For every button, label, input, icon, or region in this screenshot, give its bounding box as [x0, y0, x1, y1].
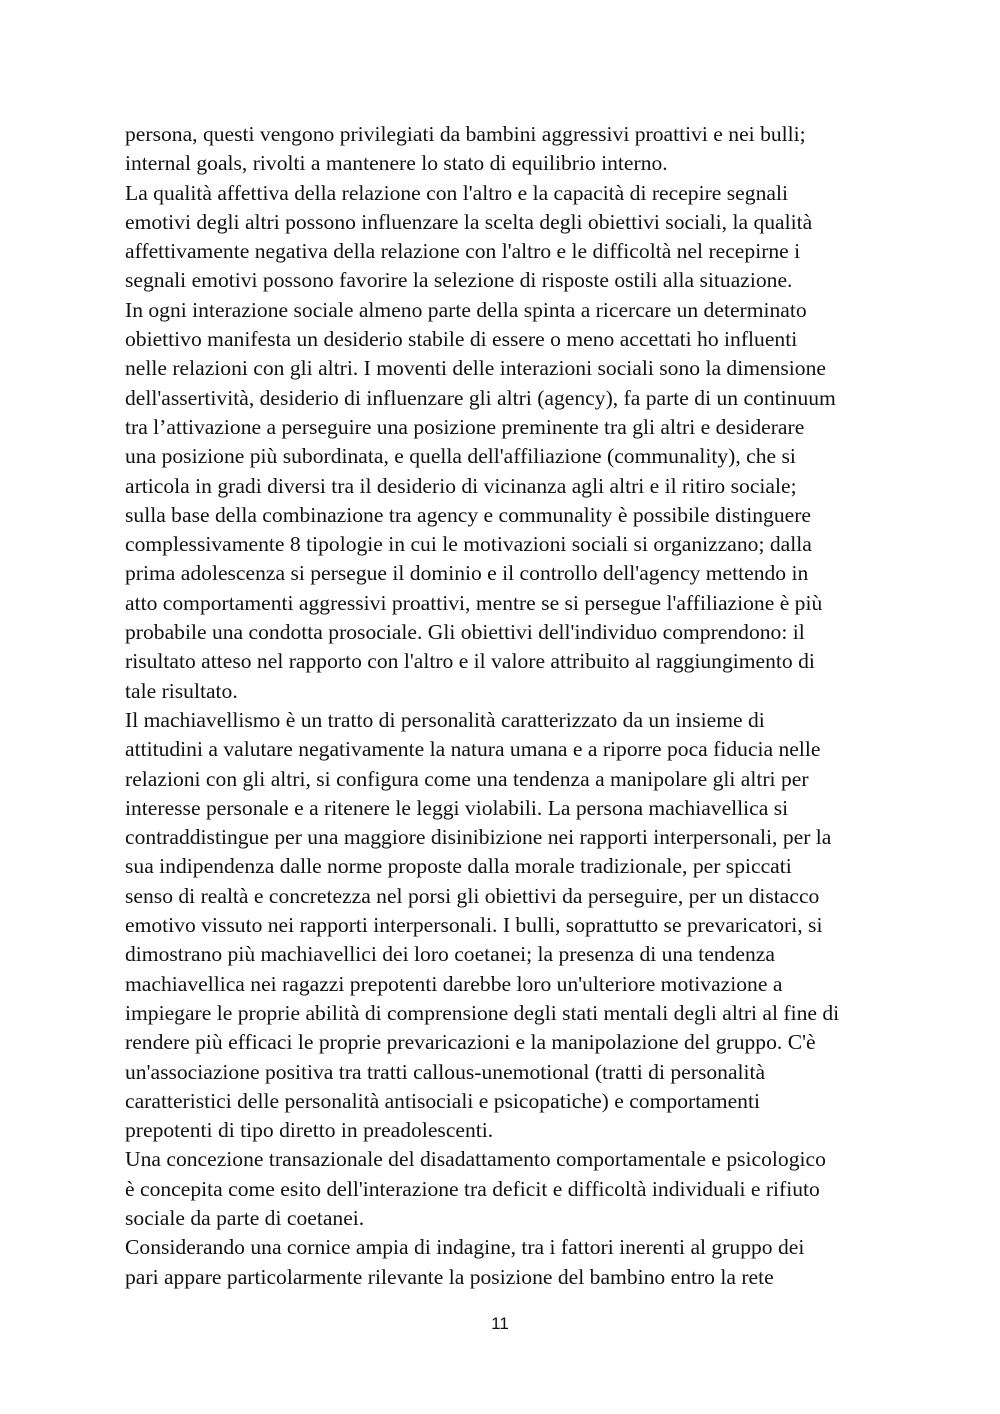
- text-line: dimostrano più machiavellici dei loro coetanei; la presenza di una tendenza: [125, 942, 775, 967]
- text-line: articola in gradi diversi tra il desiderio di vicinanza agli altri e il ritiro sociale;: [125, 473, 797, 498]
- text-line: senso di realtà e concretezza nel porsi gli obiettivi da perseguire, per un distacco: [125, 883, 820, 908]
- text-line: complessivamente 8 tipologie in cui le motivazioni sociali si organizzano; dalla: [125, 532, 812, 557]
- text-line: caratteristici delle personalità antisociali e psicopatiche) e comportamenti: [125, 1088, 760, 1113]
- text-line: prepotenti di tipo diretto in preadolescenti.: [125, 1118, 494, 1143]
- text-line: machiavellica nei ragazzi prepotenti darebbe loro un'ulteriore motivazione a: [125, 971, 783, 996]
- text-line: una posizione più subordinata, e quella dell'affiliazione (communality), che si: [125, 444, 796, 469]
- text-line: è concepita come esito dell'interazione tra deficit e difficoltà individuali e rifiuto: [125, 1176, 820, 1201]
- text-line: Il machiavellismo è un tratto di personalità caratterizzato da un insieme di: [125, 707, 765, 732]
- text-line: obiettivo manifesta un desiderio stabile di essere o meno accettati ho influenti: [125, 327, 798, 352]
- body-text: [125, 120, 905, 1292]
- text-line: un'associazione positiva tra tratti callous-unemotional (tratti di personalità: [125, 1059, 766, 1084]
- text-line: sulla base della combinazione tra agency e communality è possibile distinguere: [125, 502, 811, 527]
- page-number: 11: [491, 1314, 509, 1333]
- text-line: pari appare particolarmente rilevante la posizione del bambino entro la rete: [125, 1264, 774, 1289]
- text-line: internal goals, rivolti a mantenere lo stato di equilibrio interno.: [125, 151, 668, 176]
- text-line: Considerando una cornice ampia di indagine, tra i fattori inerenti al gruppo dei: [125, 1235, 805, 1260]
- text-line: persona, questi vengono privilegiati da bambini aggressivi proattivi e nei bulli;: [125, 122, 806, 146]
- text-line: segnali emotivi possono favorire la selezione di risposte ostili alla situazione.: [125, 268, 793, 293]
- text-line: sociale da parte di coetanei.: [125, 1205, 365, 1230]
- text-line: emotivi degli altri possono influenzare la scelta degli obiettivi sociali, la qualità: [125, 209, 813, 234]
- text-line: attitudini a valutare negativamente la natura umana e a riporre poca fiducia nelle: [125, 737, 821, 762]
- text-line: La qualità affettiva della relazione con l'altro e la capacità di recepire segnali: [125, 180, 788, 205]
- text-line: tale risultato.: [125, 678, 238, 703]
- text-line: In ogni interazione sociale almeno parte della spinta a ricercare un determinato: [125, 297, 807, 322]
- text-line: relazioni con gli altri, si configura come una tendenza a manipolare gli altri per: [125, 766, 809, 791]
- text-line: dell'assertività, desiderio di influenzare gli altri (agency), fa parte di un continuum: [125, 385, 836, 410]
- text-line: Una concezione transazionale del disadattamento comportamentale e psicologico: [125, 1147, 826, 1172]
- text-line: tra l’attivazione a perseguire una posizione preminente tra gli altri e desiderare: [125, 414, 805, 439]
- text-line: probabile una condotta prosociale. Gli obiettivi dell'individuo comprendono: il: [125, 620, 805, 645]
- text-line: nelle relazioni con gli altri. I moventi delle interazioni sociali sono la dimensione: [125, 356, 826, 381]
- text-line: rendere più efficaci le proprie prevaricazioni e la manipolazione del gruppo. C'è: [125, 1030, 816, 1055]
- text-line: prima adolescenza si persegue il dominio e il controllo dell'agency mettendo in: [125, 561, 809, 586]
- text-line: atto comportamenti aggressivi proattivi, mentre se si persegue l'affiliazione è più: [125, 590, 823, 615]
- text-line: affettivamente negativa della relazione con l'altro e le difficoltà nel recepirne i: [125, 239, 801, 264]
- text-line: impiegare le proprie abilità di comprensione degli stati mentali degli altri al fine di: [125, 1000, 840, 1025]
- text-line: contraddistingue per una maggiore disinibizione nei rapporti interpersonali, per la: [125, 825, 832, 850]
- text-line: sua indipendenza dalle norme proposte dalla morale tradizionale, per spiccati: [125, 854, 792, 879]
- text-line: interesse personale e a ritenere le leggi violabili. La persona machiavellica si: [125, 795, 789, 820]
- text-line: emotivo vissuto nei rapporti interpersonali. I bulli, soprattutto se prevaricatori, si: [125, 913, 823, 938]
- text-line: risultato atteso nel rapporto con l'altro e il valore attribuito al raggiungimento di: [125, 649, 815, 674]
